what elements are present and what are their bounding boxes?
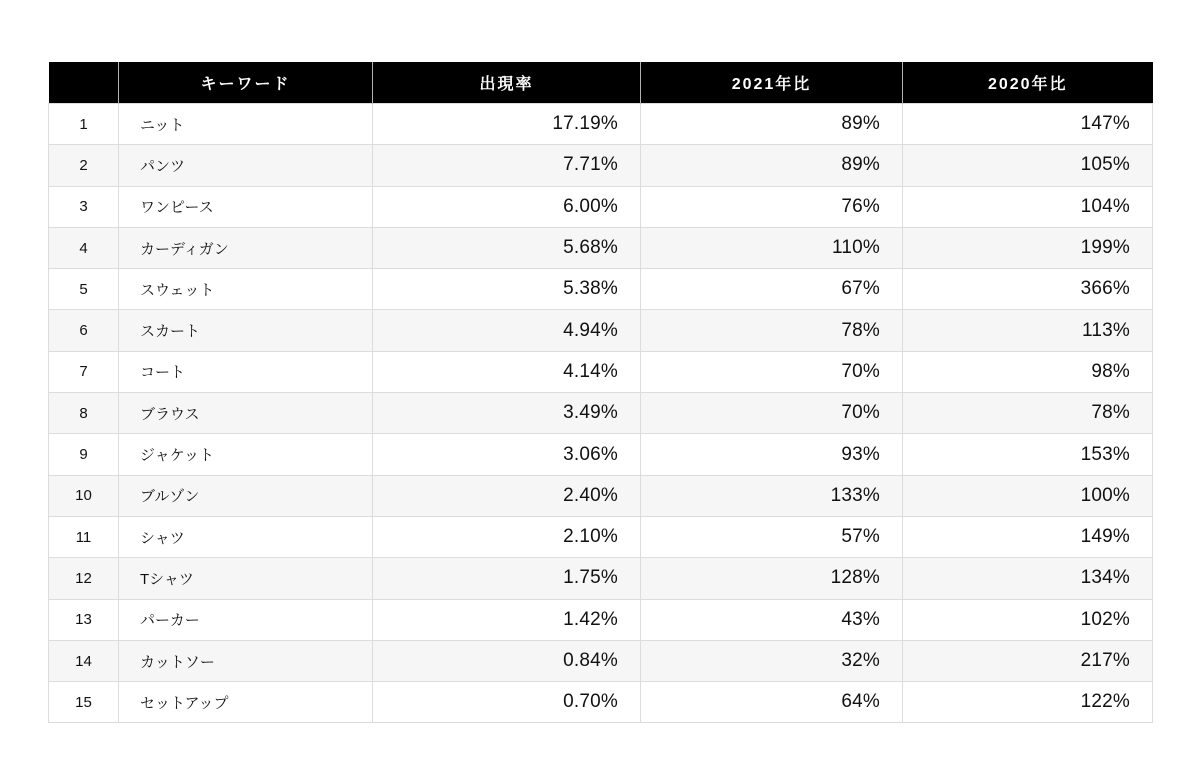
table-row xyxy=(49,351,1153,392)
vs-2020-cell: 100% xyxy=(903,475,1153,516)
rate-cell: 3.49% xyxy=(373,393,641,434)
keyword-cell: ワンピース xyxy=(119,186,373,227)
rate-cell: 0.84% xyxy=(373,640,641,681)
vs-2021-cell: 32% xyxy=(641,640,903,681)
rank-cell: 5 xyxy=(49,269,119,310)
rank-cell: 15 xyxy=(49,682,119,723)
rate-cell: 1.75% xyxy=(373,558,641,599)
rank-cell: 13 xyxy=(49,599,119,640)
rate-cell: 3.06% xyxy=(373,434,641,475)
keyword-cell: ニット xyxy=(119,104,373,145)
rank-cell: 8 xyxy=(49,393,119,434)
table-row xyxy=(49,640,1153,681)
rate-cell: 0.70% xyxy=(373,682,641,723)
vs-2021-cell: 43% xyxy=(641,599,903,640)
table-row xyxy=(49,227,1153,268)
table-row xyxy=(49,145,1153,186)
vs-2021-cell: 110% xyxy=(641,227,903,268)
vs-2021-cell: 78% xyxy=(641,310,903,351)
table-row xyxy=(49,393,1153,434)
vs-2020-cell: 105% xyxy=(903,145,1153,186)
rank-cell: 3 xyxy=(49,186,119,227)
rank-cell: 12 xyxy=(49,558,119,599)
rank-cell: 7 xyxy=(49,351,119,392)
table-row xyxy=(49,558,1153,599)
vs-2021-cell: 89% xyxy=(641,145,903,186)
table-row xyxy=(49,269,1153,310)
rank-cell: 9 xyxy=(49,434,119,475)
vs-2021-cell: 70% xyxy=(641,393,903,434)
keyword-ranking-panel xyxy=(48,62,1153,723)
rate-cell: 6.00% xyxy=(373,186,641,227)
table-row xyxy=(49,475,1153,516)
keyword-cell: ブルゾン xyxy=(119,475,373,516)
rate-cell: 5.68% xyxy=(373,227,641,268)
header-keyword: キーワード xyxy=(119,62,373,104)
vs-2020-cell: 122% xyxy=(903,682,1153,723)
keyword-cell: コート xyxy=(119,351,373,392)
header-vs-2020: 2020年比 xyxy=(903,62,1153,104)
vs-2021-cell: 70% xyxy=(641,351,903,392)
table-row xyxy=(49,434,1153,475)
keyword-cell: カットソー xyxy=(119,640,373,681)
vs-2021-cell: 89% xyxy=(641,104,903,145)
rate-cell: 4.14% xyxy=(373,351,641,392)
vs-2020-cell: 217% xyxy=(903,640,1153,681)
vs-2021-cell: 64% xyxy=(641,682,903,723)
vs-2020-cell: 199% xyxy=(903,227,1153,268)
rank-cell: 10 xyxy=(49,475,119,516)
rate-cell: 7.71% xyxy=(373,145,641,186)
vs-2020-cell: 98% xyxy=(903,351,1153,392)
rate-cell: 4.94% xyxy=(373,310,641,351)
keyword-cell: カーディガン xyxy=(119,227,373,268)
rank-cell: 6 xyxy=(49,310,119,351)
vs-2021-cell: 93% xyxy=(641,434,903,475)
rank-cell: 1 xyxy=(49,104,119,145)
vs-2021-cell: 67% xyxy=(641,269,903,310)
keyword-cell: スウェット xyxy=(119,269,373,310)
table-body xyxy=(49,104,1153,723)
vs-2020-cell: 153% xyxy=(903,434,1153,475)
rank-cell: 11 xyxy=(49,516,119,557)
rank-cell: 4 xyxy=(49,227,119,268)
keyword-cell: ブラウス xyxy=(119,393,373,434)
table-row xyxy=(49,682,1153,723)
header-row xyxy=(49,62,1153,104)
table-row xyxy=(49,516,1153,557)
table-row xyxy=(49,310,1153,351)
rate-cell: 17.19% xyxy=(373,104,641,145)
rate-cell: 2.10% xyxy=(373,516,641,557)
keyword-cell: Tシャツ xyxy=(119,558,373,599)
vs-2021-cell: 133% xyxy=(641,475,903,516)
keyword-ranking-table xyxy=(48,62,1153,723)
table-row xyxy=(49,186,1153,227)
vs-2021-cell: 76% xyxy=(641,186,903,227)
vs-2020-cell: 102% xyxy=(903,599,1153,640)
keyword-cell: パーカー xyxy=(119,599,373,640)
vs-2020-cell: 149% xyxy=(903,516,1153,557)
keyword-cell: ジャケット xyxy=(119,434,373,475)
vs-2020-cell: 147% xyxy=(903,104,1153,145)
header-vs-2021: 2021年比 xyxy=(641,62,903,104)
header-rate: 出現率 xyxy=(373,62,641,104)
rank-cell: 2 xyxy=(49,145,119,186)
rate-cell: 2.40% xyxy=(373,475,641,516)
keyword-cell: スカート xyxy=(119,310,373,351)
vs-2020-cell: 113% xyxy=(903,310,1153,351)
rank-cell: 14 xyxy=(49,640,119,681)
table-row xyxy=(49,599,1153,640)
vs-2020-cell: 366% xyxy=(903,269,1153,310)
vs-2020-cell: 78% xyxy=(903,393,1153,434)
vs-2021-cell: 57% xyxy=(641,516,903,557)
keyword-cell: パンツ xyxy=(119,145,373,186)
vs-2020-cell: 104% xyxy=(903,186,1153,227)
rate-cell: 1.42% xyxy=(373,599,641,640)
vs-2021-cell: 128% xyxy=(641,558,903,599)
table-row xyxy=(49,104,1153,145)
rate-cell: 5.38% xyxy=(373,269,641,310)
keyword-cell: シャツ xyxy=(119,516,373,557)
header-rank xyxy=(49,62,119,104)
vs-2020-cell: 134% xyxy=(903,558,1153,599)
keyword-cell: セットアップ xyxy=(119,682,373,723)
